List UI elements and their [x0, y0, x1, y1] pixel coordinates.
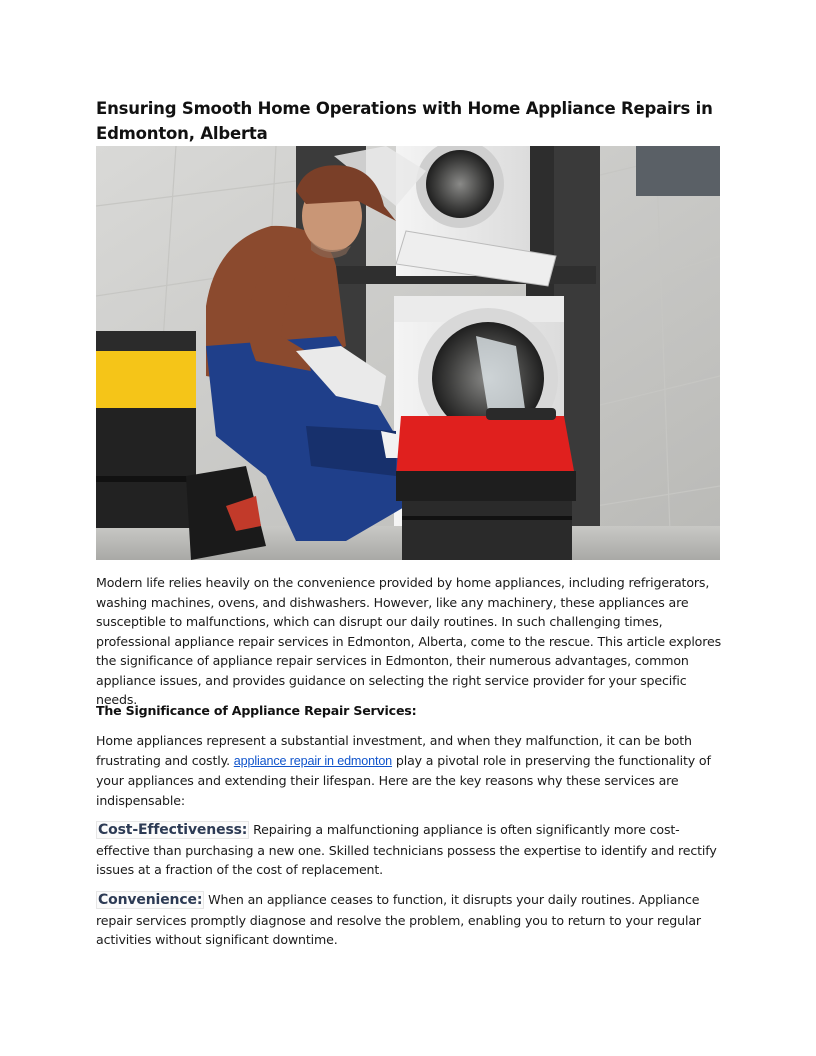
point-term: Convenience:: [98, 892, 203, 908]
point-term: Cost-Effectiveness:: [98, 822, 248, 838]
significance-paragraph: [96, 731, 722, 810]
point-text: When an appliance ceases to function, it disrupts your daily routines. Appliance repair services promptly diagnose and resolve the problem, enabling you to return to your regular activities without significant downtime.: [96, 892, 701, 947]
intro-paragraph: Modern life relies heavily on the convenience provided by home appliances, including refrigerators, washing machines, ovens, and dishwashers. However, like any machinery, these appliances are susceptible to malfunctions, which can disrupt our daily routines. In such challenging times, professional appliance repair services in Edmonton, Alberta, come to the rescue. This article explores the significance of appliance repair services in Edmonton, their numerous advantages, common appliance issues, and provides guidance on selecting the right service provider for your specific needs.: [96, 575, 721, 707]
hero-image: [96, 146, 720, 560]
point-text: Repairing a malfunctioning appliance is often significantly more cost-effective than purchasing a new one. Skilled technicians possess the expertise to identify and rectify issues at a fraction of the cost of replacement.: [96, 822, 717, 877]
significance-text-before: Home appliances represent a substantial investment, and when they malfunction, it can be both frustrating and costly.: [96, 733, 692, 768]
section-heading: The Significance of Appliance Repair Services:: [96, 703, 417, 718]
significance-text-after: play a pivotal role in preserving the functionality of your appliances and extending their lifespan. Here are the key reasons why these services are indispensable:: [96, 752, 711, 808]
appliance-repair-link[interactable]: appliance repair in edmonton: [233, 753, 393, 768]
point-cost-effectiveness: [96, 820, 722, 880]
photo-icon: [96, 146, 720, 560]
page-title: Ensuring Smooth Home Operations with Home Appliance Repairs in Edmonton, Alberta: [96, 99, 713, 143]
point-convenience: [96, 890, 722, 950]
